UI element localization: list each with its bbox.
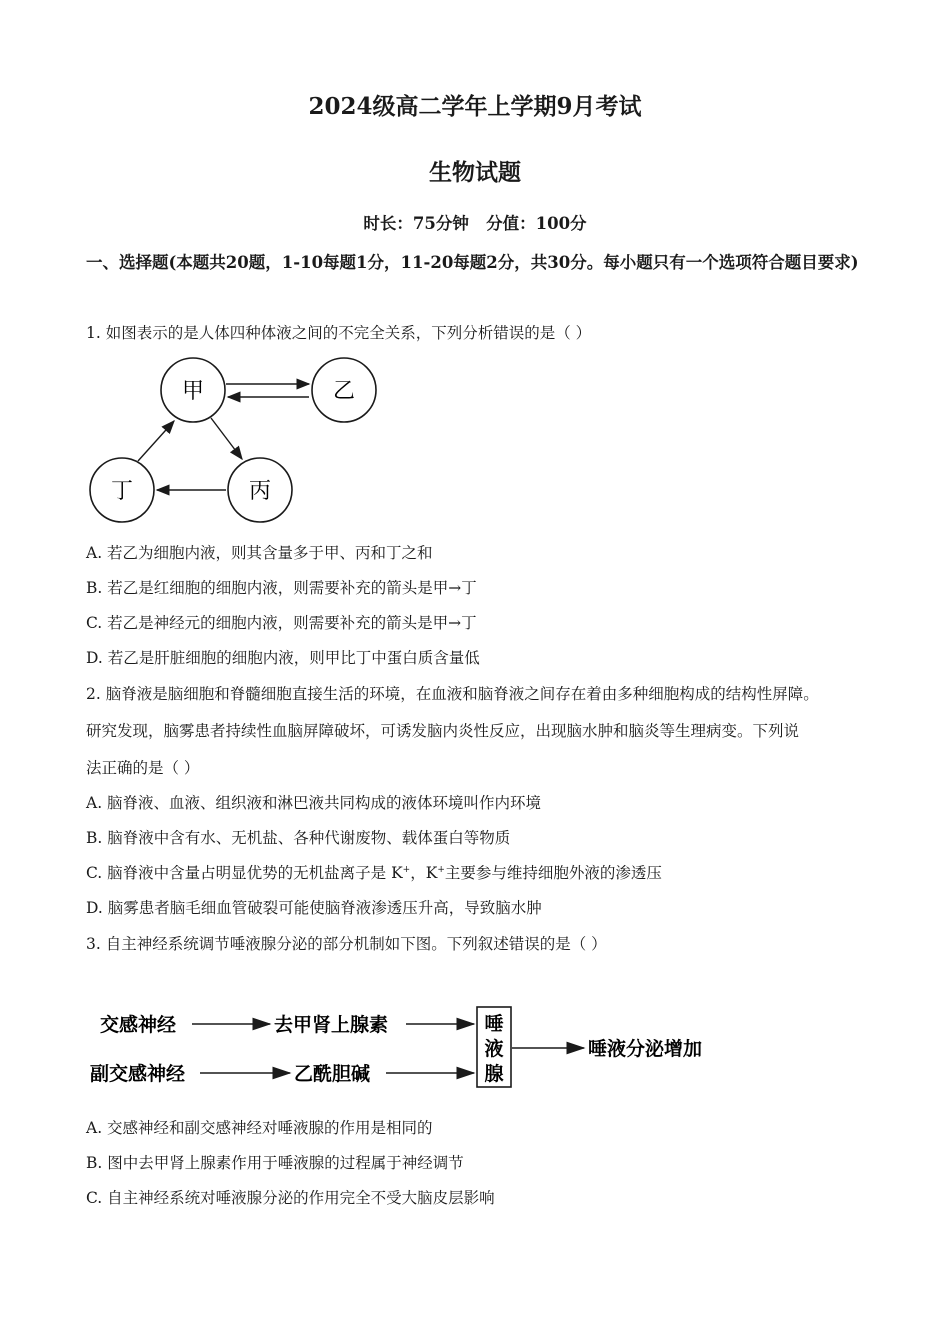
subject-title: 生物试题 (429, 159, 521, 186)
node-label-bing: 丙 (248, 479, 272, 504)
exam-title: 2024级高二学年上学期9月考试 (308, 93, 642, 120)
q3-option-b: B. 图中去甲肾上腺素作用于唾液腺的过程属于神经调节 (86, 1154, 464, 1172)
gland-char-1: 唾 (484, 1013, 504, 1035)
exam-meta: 时长：75分钟 分值：100分 (363, 214, 587, 233)
label-acetylcholine: 乙酰胆碱 (294, 1063, 371, 1085)
node-label-jia: 甲 (181, 379, 205, 404)
q2-stem-line3: 法正确的是（ ） (86, 759, 200, 777)
label-result: 唾液分泌增加 (588, 1038, 703, 1060)
q2-stem-line2: 研究发现，脑雾患者持续性血脑屏障破坏，可诱发脑内炎性反应，出现脑水肿和脑炎等生理病变。下列说 (86, 722, 800, 740)
q3-option-a: A. 交感神经和副交感神经对唾液腺的作用是相同的 (86, 1119, 433, 1137)
q1-option-b: B. 若乙是红细胞的细胞内液，则需要补充的箭头是甲→丁 (86, 579, 477, 597)
label-parasympathetic: 副交感神经 (90, 1063, 186, 1085)
q3-diagram (86, 998, 736, 1094)
q1-stem: 1. 如图表示的是人体四种体液之间的不完全关系，下列分析错误的是（ ） (86, 324, 592, 342)
q2-option-c: C. 脑脊液中含量占明显优势的无机盐离子是 K+，K+主要参与维持细胞外液的渗透压 (86, 864, 662, 882)
q1-option-d: D. 若乙是肝脏细胞的细胞内液，则甲比丁中蛋白质含量低 (86, 649, 480, 667)
arrow-jia-to-bing (211, 418, 242, 459)
q3-stem: 3. 自主神经系统调节唾液腺分泌的部分机制如下图。下列叙述错误的是（ ） (86, 935, 607, 953)
node-label-yi: 乙 (332, 379, 356, 404)
q1-option-a: A. 若乙为细胞内液，则其含量多于甲、丙和丁之和 (86, 544, 433, 562)
node-label-ding: 丁 (110, 479, 134, 504)
label-norepinephrine: 去甲肾上腺素 (274, 1014, 389, 1036)
q2-option-b: B. 脑脊液中含有水、无机盐、各种代谢废物、载体蛋白等物质 (86, 829, 511, 847)
label-sympathetic: 交感神经 (100, 1014, 177, 1036)
q1-option-c: C. 若乙是神经元的细胞内液，则需要补充的箭头是甲→丁 (86, 614, 477, 632)
gland-char-3: 腺 (484, 1063, 504, 1085)
gland-char-2: 液 (484, 1038, 504, 1060)
arrow-ding-to-jia (138, 421, 174, 461)
q1-diagram (80, 352, 390, 532)
q3-option-c: C. 自主神经系统对唾液腺分泌的作用完全不受大脑皮层影响 (86, 1189, 495, 1207)
q2-option-a: A. 脑脊液、血液、组织液和淋巴液共同构成的液体环境叫作内环境 (86, 794, 542, 812)
q2-option-d: D. 脑雾患者脑毛细血管破裂可能使脑脊液渗透压升高，导致脑水肿 (86, 899, 542, 917)
q2-stem-line1: 2. 脑脊液是脑细胞和脊髓细胞直接生活的环境，在血液和脑脊液之间存在着由多种细胞构成的结构性屏障。 (86, 685, 819, 703)
section-heading: 一、选择题(本题共20题，1-10每题1分，11-20每题2分，共30分。每小题只有一个选项符合题目要求) (86, 253, 859, 272)
